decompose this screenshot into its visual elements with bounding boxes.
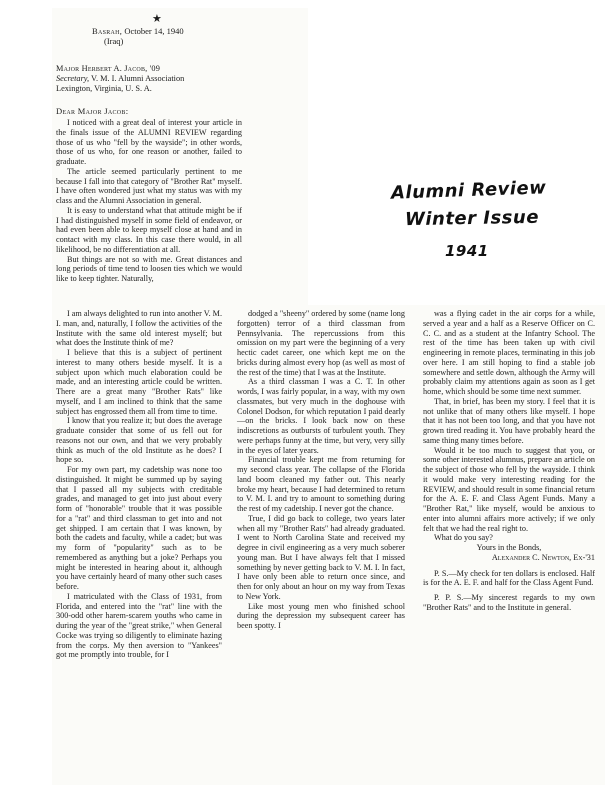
letter-clipping-bottom (52, 305, 605, 785)
paragraph: As a third classman I was a C. T. In other words, I was fairly popular, in a way, with my own classmates, but very much in the doghouse with Colonel Dodson, for which reputation I paid dearly—on the bricks. I look back now on these indiscretions as outbursts of turbulent youth. They were perhaps funny at the time, but very, very silly in the eyes of later years. (237, 377, 405, 455)
dateline-country: (Iraq) (104, 36, 124, 46)
star-ornament: ★ (152, 13, 162, 25)
closing: Yours in the Bonds, (476, 543, 542, 552)
recipient-location: Lexington, Virginia, U. S. A. (56, 84, 152, 93)
dateline-date: October 14, 1940 (124, 26, 184, 36)
paragraph: Like most young men who finished school during the depression my subsequent career has been spotty. I (237, 601, 405, 630)
handwritten-line-1: Alumni Review (390, 177, 547, 204)
paragraph: I know that you realize it; but does the average graduate consider that some of us fell out for reasons not our own, and that we very probably think as much of the old Institute as he does? I hope so. (56, 416, 222, 465)
recipient-name: Major Herbert A. Jacob, '09 (56, 64, 161, 73)
recipient-title-label: Secretary, (56, 74, 90, 83)
postscript: P. P. S.—My sincerest regards to my own "Brother Rats" and to the Institute in general. (423, 593, 595, 612)
handwritten-line-3: 1941 (445, 242, 489, 260)
paragraph: was a flying cadet in the air corps for a while, served a year and a half as a Reserve Officer on C. C. C. and as a student at the Infantry School. The rest of the time has been taken up with civil engineering in remote places, terminating in this job over here. I am still hoping to find a stable job somewhere and settle down, although the Army will probably claim my attentions again as soon as I get home, which should be some time next summer. (423, 309, 595, 396)
text-column-3 (423, 309, 595, 613)
recipient-title (56, 74, 184, 84)
letter-clipping-top (52, 8, 308, 308)
recipient-organization: V. M. I. Alumni Association (91, 74, 185, 83)
paragraph: I am always delighted to run into another V. M. I. man, and, naturally, I follow the activities of the Institute with the same old interest myself; but what does the Institute think of me? (56, 309, 223, 348)
paragraph: Financial trouble kept me from returning for my second class year. The collapse of the Florida land boom cleaned my father out. This nearly broke my heart, because I had determined to return to V. M. I. and try to amount to something during the rest of my cadetship. I never got the chance. (237, 455, 405, 513)
letter-opening (56, 118, 242, 284)
salutation: Dear Major Jacob: (56, 106, 129, 116)
signature: Alexander C. Newton, Ex-'31 (491, 552, 595, 562)
paragraph: What do you say? (434, 533, 493, 543)
paragraph: I matriculated with the Class of 1931, from Florida, and entered into the "rat" line with the 300-odd other harem-scarem youths who came in during the year of the "great strike," when General Cocke was trying so diligently to eliminate hazing from the corps. My then aversion to "Yankees" got me promptly into trouble, for I (56, 591, 222, 660)
text-column-1 (56, 309, 222, 660)
text-column-2 (237, 309, 405, 631)
dateline (92, 26, 184, 46)
paragraph: I noticed with a great deal of interest your article in the finals issue of the ALUMNI REVIEW regarding those of us who "fell by the wayside"; in other words, those of us who, for one reason or another, failed to graduate. (56, 118, 242, 166)
recipient-address (56, 64, 184, 94)
paragraph: The article seemed particularly pertinent to me because I fall into that category of "Brother Rat" myself. I have often wondered just what my status was with my class and the Alumni Association in general. (56, 166, 242, 205)
paragraph: Would it be too much to suggest that you, or some other interested alumnus, prepare an article on the subject of those who fell by the wayside. I think it would make very interesting reading for the REVIEW, and should result in some financial return for the A. E. F. and Class Agent Funds. Many a "Brother Rat," like myself, would be anxious to enter into alumni affairs more actively; if we only felt that we had the real right to. (423, 445, 595, 533)
paragraph: But things are not so with me. Great distances and long periods of time tend to loosen ties which we would like to keep tighter. Naturally, (56, 254, 242, 283)
paragraph: dodged a "sheeny" ordered by some (name long forgotten) terror of a third classman from Pennsylvania. The repercussions from this omission on my part were the beginning of a very hectic cadet career, one which kept me on the bricks during almost every hop (as well as most of the rest of the time) that I was at the Institute. (237, 309, 405, 377)
paragraph: I believe that this is a subject of pertinent interest to many others beside myself. It is a subject upon which much elaboration could be made, and an interesting article could be written. There are a great many "Brother Rats" like myself, and I am inclined to think that the same subject has engrossed them all from time to time. (56, 348, 222, 416)
paragraph: That, in brief, has been my story. I feel that it is not unlike that of many others like myself. I hope that it has not been too long, and that you have not grown tired reading it. You have probably heard the same thing many times before. (423, 396, 595, 445)
paragraph: True, I did go back to college, two years later when all my "Brother Rats" had already graduated. I went to North Carolina State and received my degree in civil engineering as a very much soberer young man. But I have always felt that I missed something by never getting back to V. M. I. In fact, I have only been able to return once since, and then for only about an hour on my way from Texas to New York. (237, 513, 405, 601)
dateline-place: Basrah, (92, 26, 123, 36)
paragraph: For my own part, my cadetship was none too distinguished. It might be summed up by saying that I passed all my subjects with creditable grades, and managed to get into just about every form of "honorable" trouble that it was possible for a "rat" and third classman to get into and not get shipped. I am certain that I was known, by both the cadets and faculty, while a cadet; but was my form of "popularity" such as to be remembered as anything but a joke? Perhaps you might be interested in hearing about it, although you have certainly heard of many other such cases before. (56, 465, 222, 591)
handwritten-line-2: Winter Issue (404, 206, 540, 231)
postscript: P. S.—My check for ten dollars is enclosed. Half is for the A. E. F. and half for the Class Agent Fund. (423, 568, 595, 588)
handwritten-annotation (385, 177, 547, 300)
paragraph: It is easy to understand what that attitude might be if I had distinguished myself in some field of endeavor, or had even been able to keep myself close at hand and in contact with my class. In this case there would, in all likelihood, be no differentiation at all. (56, 205, 242, 254)
